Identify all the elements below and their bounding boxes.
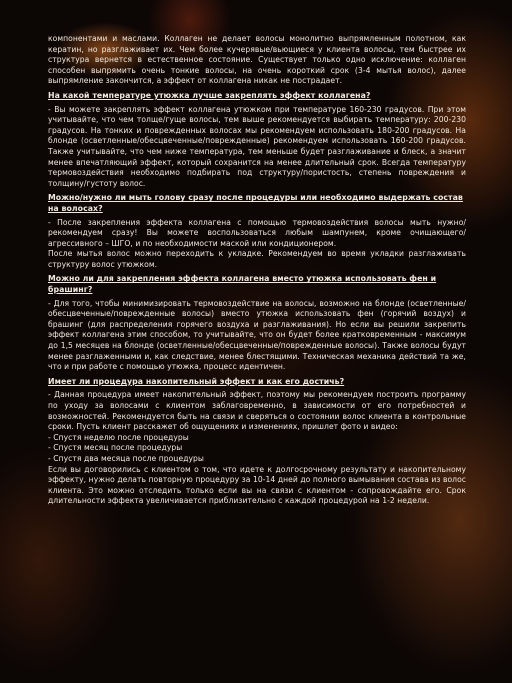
answer-wash-after-styling: После мытья волос можно переходить к укладке. Рекомендуем во время укладки разглаживать структуру волос утюжком. [48,249,466,269]
answer-wash-after: - После закрепления эффекта коллагена с помощью термовоздействия волосы мыть нужно/рекомендуем сразу! Вы можете воспользоваться любым шампунем, кроме очищающего/агрессивного – ШГО, и по необходимости маской или кондиционером. [48,217,466,248]
answer-dryer-brushing: - Для того, чтобы минимизировать термовоздействие на волосы, возможно на блонде (осветленные/обесцвеченные/поврежденные волосы) вместо утюжка использовать фен (горячий воздух) и брашинг (для распределения горячего воздуха и разглаживания). Но если вы решили закрепить эффект коллагена этим способом, то учитывайте, что он будет более кратковременным - максимум до 1,5 месяцев на блонде (осветленные/обесцвеченные/поврежденные волосы). Также волосы будут менее разглаженными и, как следствие, менее блестящими. Техническая механика действий та же, что и при работе с помощью утюжка, процесс идентичен. [48,298,466,372]
answer-cumulative-effect: - Данная процедура имеет накопительный эффект, поэтому мы рекомендуем построить программу по уходу за волосами с клиентом заблаговременно, в зависимости от его потребностей и возможностей. Рекомендуется быть на связи и сверяться о состоянии волос клиента в контрольные сроки. Пусть клиент расскажет об ощущениях и изменениях, пришлет фото и видео: [48,390,466,432]
question-wash-after: Можно/нужно ли мыть голову сразу после процедуры или необходимо выдержать состав на волосах? [48,193,463,213]
list-item: - Спустя неделю после процедуры [48,432,189,442]
question-dryer-brushing: Можно ли для закрепления эффекта коллагена вместо утюжка использовать фен и брашинг? [48,274,437,295]
list-item: - Спустя месяц после процедуры [48,443,183,453]
faq-document [48,34,466,507]
checkpoint-list [48,433,466,465]
answer-iron-temperature: - Вы можете закреплять эффект коллагена утюжком при температуре 160-230 градусов. При этом учитывайте, что чем толще/гуще волосы, тем выше рекомендуется выбирать температуру: 200-230 градусов. На тонких и поврежденных волосах мы рекомендуем использовать 180-200 градусов. На блонде (осветленные/обесцвеченные/поврежденные) рекомендуем использовать 160-200 градусов. Также учитывайте, что чем ниже температура, тем меньше будет разглаживание и блеск, а значит менее впечатляющий эффект, который сохранится на менее длительный срок. Всегда температуру термовоздействия необходимо подбирать под структуру/пористость, степень повреждения и толщину/густоту волос. [48,104,466,188]
closing-paragraph: Если вы договорились с клиентом о том, что идете к долгосрочному результату и накопительному эффекту, нужно делать повторную процедуру за 10-14 дней до полного вымывания состава из волос клиента. Это можно отследить только если вы на связи с клиентом - сопровождайте его. Срок длительности эффекта увеличивается приблизительно с каждой процедурой на 1-2 недели. [48,464,466,506]
question-cumulative-effect: Имеет ли процедура накопительный эффект и как его достичь? [48,376,345,386]
list-item: - Спустя два месяца после процедуры [48,453,204,463]
question-iron-temperature: На какой температуре утюжка лучше закреплять эффект коллагена? [48,90,371,100]
intro-paragraph: компонентами и маслами. Коллаген не делает волосы монолитно выпрямленным полотном, как кератин, но разглаживает их. Чем более кучерявые/вьющиеся у клиента волосы, тем быстрее их структура вернется в естественное состояние. Существует только одно исключение: коллаген способен выпрямить очень тонкие волосы, на очень короткий срок (3-4 мытья волос), далее выпрямление закончится, а эффект от коллагена никак не пострадает. [48,34,466,86]
